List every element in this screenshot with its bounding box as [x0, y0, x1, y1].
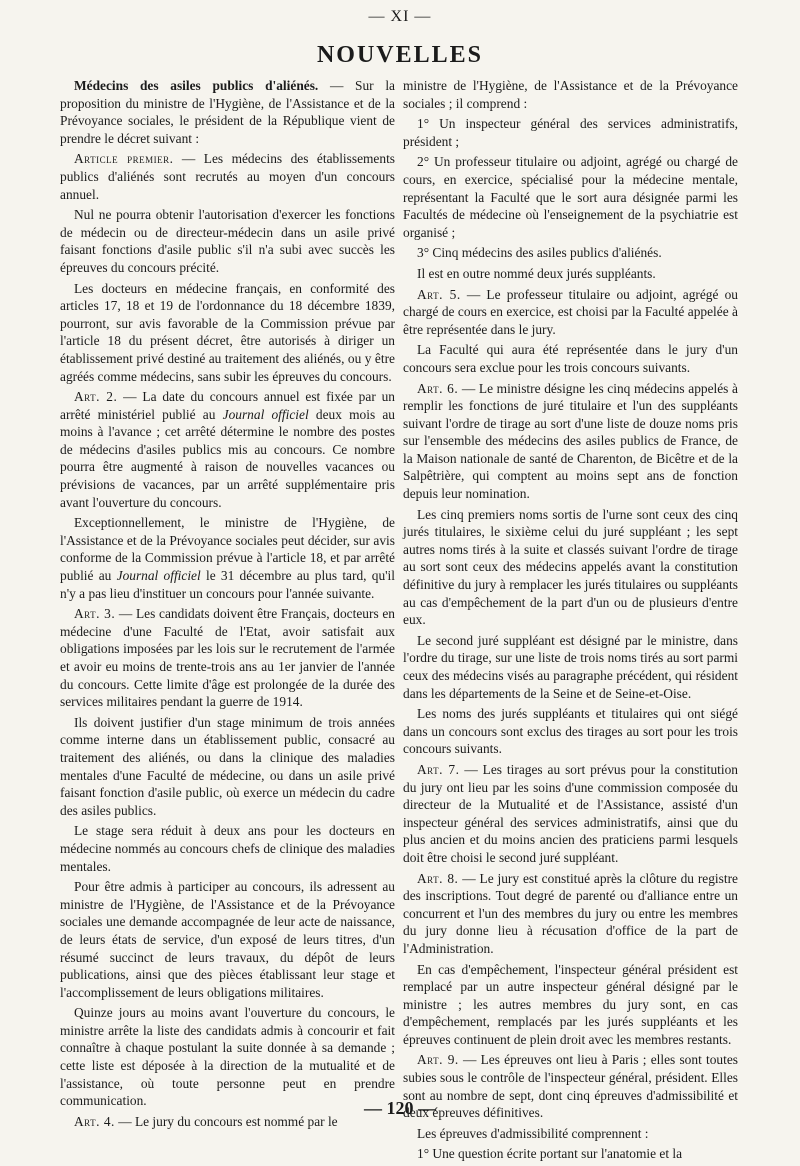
paragraph-text: deux mois au moins à l'avance ; cet arrêté détermine le nombre des postes de médecins d'asiles publics mis au concours. Ce nombre pourra être augmenté à raison de nouvelles vacances ou prévisions de vacances, par un arrêté supplémentaire pris avant l'ouverture du concours.	[60, 406, 395, 510]
paragraph	[60, 150, 395, 203]
left-column	[60, 77, 395, 1133]
paragraph: Ils doivent justifier d'un stage minimum de trois années comme interne dans un établissement public, consacré au traitement des aliénés, ou dans la clinique des maladies mentales d'une Faculté de médecine, ou dans un asile privé faisant fonction d'asile public, où exerce un médecin du cadre des asiles publics.	[60, 714, 395, 818]
journal-title: Journal officiel	[222, 406, 309, 422]
paragraph-text: — Les épreuves ont lieu à Paris ; elles sont toutes subies sous le contrôle de l'inspecteur général, président. Elles sont au nombre de sept, dont cinq épreuves d'admissibilité et deux épreuves définitives.	[403, 1052, 738, 1121]
article-label: Art. 3.	[74, 606, 116, 622]
list-item: 3° Cinq médecins des asiles publics d'aliénés.	[417, 245, 662, 261]
paragraph	[403, 286, 738, 339]
paragraph: Il est en outre nommé deux jurés suppléants.	[417, 265, 656, 281]
page-number: — 120 —	[364, 1098, 436, 1118]
paragraph	[403, 380, 738, 503]
paragraph: Les épreuves d'admissibilité comprennent :	[417, 1125, 649, 1141]
paragraph-text: — La date du concours annuel est fixée par un arrêté ministériel publié au	[60, 389, 396, 422]
paragraph	[60, 388, 395, 511]
list-item: 1° Une question écrite portant sur l'anatomie et la	[417, 1146, 683, 1162]
paragraph-text: — Le jury du concours est nommé par le	[114, 1113, 338, 1129]
paragraph: Les cinq premiers noms sortis de l'urne sont ceux des cinq jurés titulaires, le sixième celui du juré suppléant ; les sept autres noms tirés à la suite et classés suivant l'ordre de tirage au sort sont ceux des médecins appelés avant la constitution définitive du jury à remplacer les jurés titulaires ou suppléants au cas d'empêchement de la part d'un ou de plusieurs d'entre eux.	[403, 506, 738, 628]
paragraph	[60, 605, 395, 711]
article-label: Article premier.	[74, 151, 174, 167]
right-column	[403, 77, 738, 1166]
paragraph-text: — Les tirages au sort prévus pour la constitution du jury ont lieu par les soins d'une commission composée du directeur de la Mutualité et de l'Assistance, assisté d'un inspecteur général des services administratifs, ainsi que du plus ancien et du moins ancien des praticiens parmi lesquels doit être choisi le second juré suppléant.	[403, 761, 738, 865]
paragraph-text: Exceptionnellement, le ministre de l'Hygiène, de l'Assistance et de la Prévoyance sociales peut décider, sur avis conforme de la Commission prévue à l'article 18, et par arrêté publié au	[60, 515, 395, 584]
article-label: Art. 8.	[417, 870, 459, 886]
paragraph-text: le 31 décembre au plus tard, qu'il n'y a pas lieu d'instituer un concours pour l'année suivante.	[60, 568, 395, 601]
paragraph-text: — Les candidats doivent être Français, docteurs en médecine d'une Faculté de l'Etat, avoir satisfait aux obligations imposées par les lois sur le recrutement de l'armée et avoir eu moins de trente-trois ans au 1er janvier de l'année du concours. Cette limite d'âge est prolongée de la durée des services militaires pendant la guerre de 1914.	[60, 606, 395, 710]
paragraph: Le second juré suppléant est désigné par le ministre, dans l'ordre du tirage, sur une liste de trois noms tirés au sort parmi ceux des médecins visés au paragraphe précédent, qui résident dans les départements de la Seine et de Seine-et-Oise.	[403, 632, 738, 701]
page-header-roman-numeral: — XI —	[368, 8, 432, 25]
article-label: Art. 9.	[417, 1052, 459, 1068]
article-label: Art. 4.	[74, 1113, 115, 1129]
paragraph-text: — Le jury est constitué après la clôture du registre des inscriptions. Tout degré de parenté ou d'alliance entre un concurrent et l'un des membres du jury ou entre les membres du jury donne lieu à récusation d'office de la part de l'Administration.	[403, 870, 738, 956]
paragraph	[403, 761, 738, 867]
paragraph: En cas d'empêchement, l'inspecteur général président est remplacé par un autre inspecteur général désigné par le ministre ; les autres membres du jury sont, en cas d'empêchement, remplacés par les jurés suppléants et les épreuves continuent de plein droit avec les membres restants.	[403, 961, 738, 1047]
journal-title: Journal officiel	[116, 568, 201, 584]
paragraph: Quinze jours au moins avant l'ouverture du concours, le ministre arrête la liste des candidats admis à concourir et fait connaître à chaque postulant la suite donnée à sa demande ; cette liste est déposée à la direction de la mutualité et de l'assistance, où toute personne peut en prendre communication.	[60, 1005, 395, 1109]
article-label: Art. 6.	[417, 380, 459, 396]
paragraph: Les docteurs en médecine français, en conformité des articles 17, 18 et 19 de l'ordonnance du 18 décembre 1839, pourront, sur avis favorable de la Commission prévue par l'article 18 du présent décret, être autorisés à diriger un établissement privé destiné au traitement des aliénés, ou y être agréés comme médecins, sans subir les épreuves du concours.	[60, 280, 395, 384]
paragraph: La Faculté qui aura été représentée dans le jury d'un concours sera exclue pour les trois concours suivants.	[403, 342, 738, 375]
article-label: Art. 5.	[417, 286, 461, 302]
paragraph-text: — Les médecins des établissements publics d'aliénés sont recrutés au moyen d'un concours annuel.	[60, 151, 396, 202]
paragraph	[60, 77, 395, 147]
list-item: 2° Un professeur titulaire ou adjoint, agrégé ou chargé de cours, en exercice, spécialisé pour la médecine mentale, représentant la Faculté que le sort aura désignée parmi les Facultés de médecine où l'enseignement de la psychiatrie est organisé ;	[403, 154, 738, 240]
article-label: Art. 2.	[74, 389, 118, 405]
paragraph: Le stage sera réduit à deux ans pour les docteurs en médecine nommés au concours chefs de clinique des maladies mentales.	[60, 823, 395, 874]
paragraph-text: — Le professeur titulaire ou adjoint, agrégé ou chargé de cours en exercice, est choisi par la Faculté appelée à être représentée dans le jury.	[403, 286, 738, 337]
section-title: NOUVELLES	[316, 42, 484, 68]
paragraph: Les noms des jurés suppléants et titulaires qui ont siégé dans un concours sont exclus des tirages au sort pour les trois concours suivants.	[403, 706, 738, 757]
paragraph-text: — Sur la proposition du ministre de l'Hygiène, de l'Assistance et de la Prévoyance sociales, le président de la République vient de prendre le décret suivant :	[60, 78, 395, 146]
article-heading: Médecins des asiles publics d'aliénés.	[74, 78, 319, 93]
paragraph: Pour être admis à participer au concours, ils adressent au ministre de l'Hygiène, de l'Assistance et de la Prévoyance sociales une demande accompagnée de leur acte de naissance, de leurs états de service, d'un exposé de leurs titres, d'un résumé succinct de leurs travaux, du dépôt de leurs publications, ainsi que des pièces établissant leur stage et l'accomplissement de leurs obligations militaires.	[60, 879, 395, 1000]
article-label: Art. 7.	[417, 761, 460, 777]
paragraph	[403, 870, 738, 958]
list-item: 1° Un inspecteur général des services administratifs, président ;	[403, 116, 738, 149]
paragraph: Nul ne pourra obtenir l'autorisation d'exercer les fonctions de médecin ou de directeur-médecin dans un asile privé faisant fonctions d'asile public s'il n'a subi avec succès les épreuves du concours précité.	[60, 207, 395, 275]
paragraph	[60, 514, 395, 602]
paragraph: ministre de l'Hygiène, de l'Assistance et de la Prévoyance sociales ; il comprend :	[403, 78, 738, 111]
paragraph-text: — Le ministre désigne les cinq médecins appelés à remplir les fonctions de juré titulaire et l'un des suppléants suivant l'ordre de tirage au sort d'une liste de douze noms pris sur l'ensemble des médecins des asiles publics de France, de la Maison nationale de santé de Charenton, de Bicêtre et de la Salpêtrière, qui comptent au moins sept ans de fonction depuis leur nomination.	[403, 380, 738, 502]
